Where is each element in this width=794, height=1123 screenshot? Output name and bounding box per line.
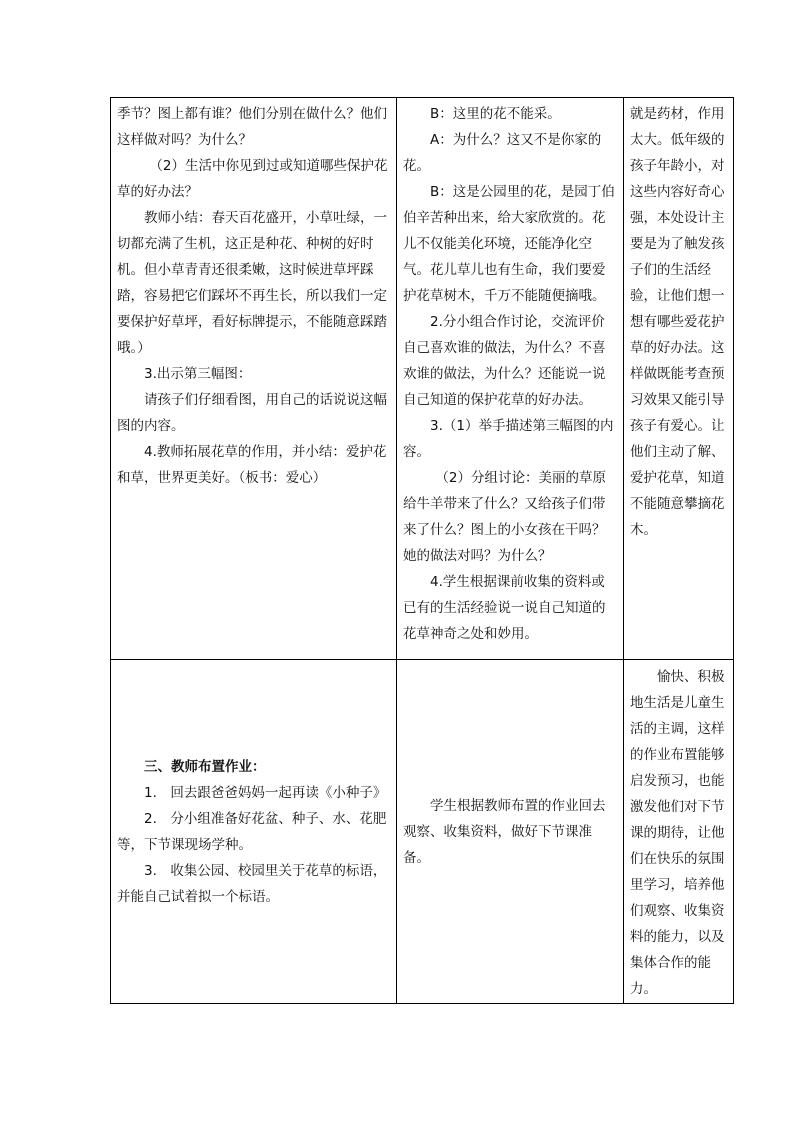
lesson-plan-table — [110, 97, 734, 1004]
row1-student-activity — [397, 101, 623, 647]
homework-item: 1. 回去跟爸爸妈妈一起再读《小种子》 — [144, 785, 387, 801]
text-paragraph: 3.出示第三幅图： — [144, 366, 252, 382]
text-paragraph: 季节？图上都有谁？他们分别在做什么？他们这样做对吗？为什么？ — [117, 106, 387, 148]
row2-student-activity — [397, 660, 623, 1004]
text-paragraph: 请孩子们仔细看图，用自己的话说说这幅图的内容。 — [117, 392, 387, 434]
row1-design-intent — [624, 101, 733, 543]
text-paragraph: 就是药材，作用太大。低年级的孩子年龄小，对这些内容好奇心强，本处设计主要是为了触发孩子们的生活经验，让他们想一想有哪些爱花护草的好办法。这样做既能考查预习效果又能引导孩子有爱心。让他们主动了解、爱护花草，知道不能随意攀摘花木。 — [630, 106, 725, 538]
row1-teacher-activity — [111, 101, 396, 491]
text-paragraph: 4.学生根据课前收集的资料或已有的生活经验说一说自己知道的花草神奇之处和妙用。 — [403, 574, 606, 642]
text-paragraph: 3.（1）举手描述第三幅图的内容。 — [403, 418, 614, 460]
text-paragraph: 2.分小组合作讨论，交流评价自己喜欢谁的做法，为什么？不喜欢谁的做法，为什么？还能说一说自己知道的保护花草的好办法。 — [403, 314, 606, 408]
text-paragraph: 愉快、积极地生活是儿童生活的主调，这样的作业布置能够启发预习，也能激发他们对下节课的期待，让他们在快乐的氛围里学习，培养他们观察、收集资料的能力，以及集体合作的能力。 — [630, 669, 725, 997]
text-paragraph: B：这是公园里的花，是园丁伯伯辛苦种出来，给大家欣赏的。花儿不仅能美化环境，还能净化空气。花儿草儿也有生命，我们要爱护花草树木，千万不能随便摘哦。 — [403, 184, 615, 304]
homework-item: 3. 收集公园、校园里关于花草的标语，并能自己试着拟一个标语。 — [117, 863, 387, 905]
homework-item: 2. 分小组准备好花盆、种子、水、花肥等，下节课现场学种。 — [117, 811, 387, 853]
text-paragraph: 4.教师拓展花草的作用，并小结：爱护花和草，世界更美好。（板书：爱心） — [117, 444, 387, 486]
text-paragraph: 学生根据教师布置的作业回去观察、收集资料，做好下节课准备。 — [403, 798, 606, 866]
section-heading: 三、教师布置作业： — [144, 759, 266, 775]
text-paragraph: 教师小结：春天百花盛开，小草吐绿，一切都充满了生机，这正是种花、种树的好时机。但小草青青还很柔嫩，这时候进草坪踩踏，容易把它们踩坏不再生长，所以我们一定要保护好草坪，看好标牌提示，不能随意踩踏哦。） — [117, 210, 387, 356]
text-paragraph: （2）分组讨论：美丽的草原给牛羊带来了什么？又给孩子们带来了什么？图上的小女孩在干吗？她的做法对吗？为什么？ — [403, 470, 606, 564]
row2-design-intent — [624, 664, 733, 1002]
row2-teacher-activity — [111, 660, 396, 1004]
text-paragraph: A：为什么？这又不是你家的花。 — [403, 132, 602, 174]
text-paragraph: B：这里的花不能采。 — [430, 106, 561, 122]
text-paragraph: （2）生活中你见到过或知道哪些保护花草的好办法？ — [117, 158, 388, 200]
